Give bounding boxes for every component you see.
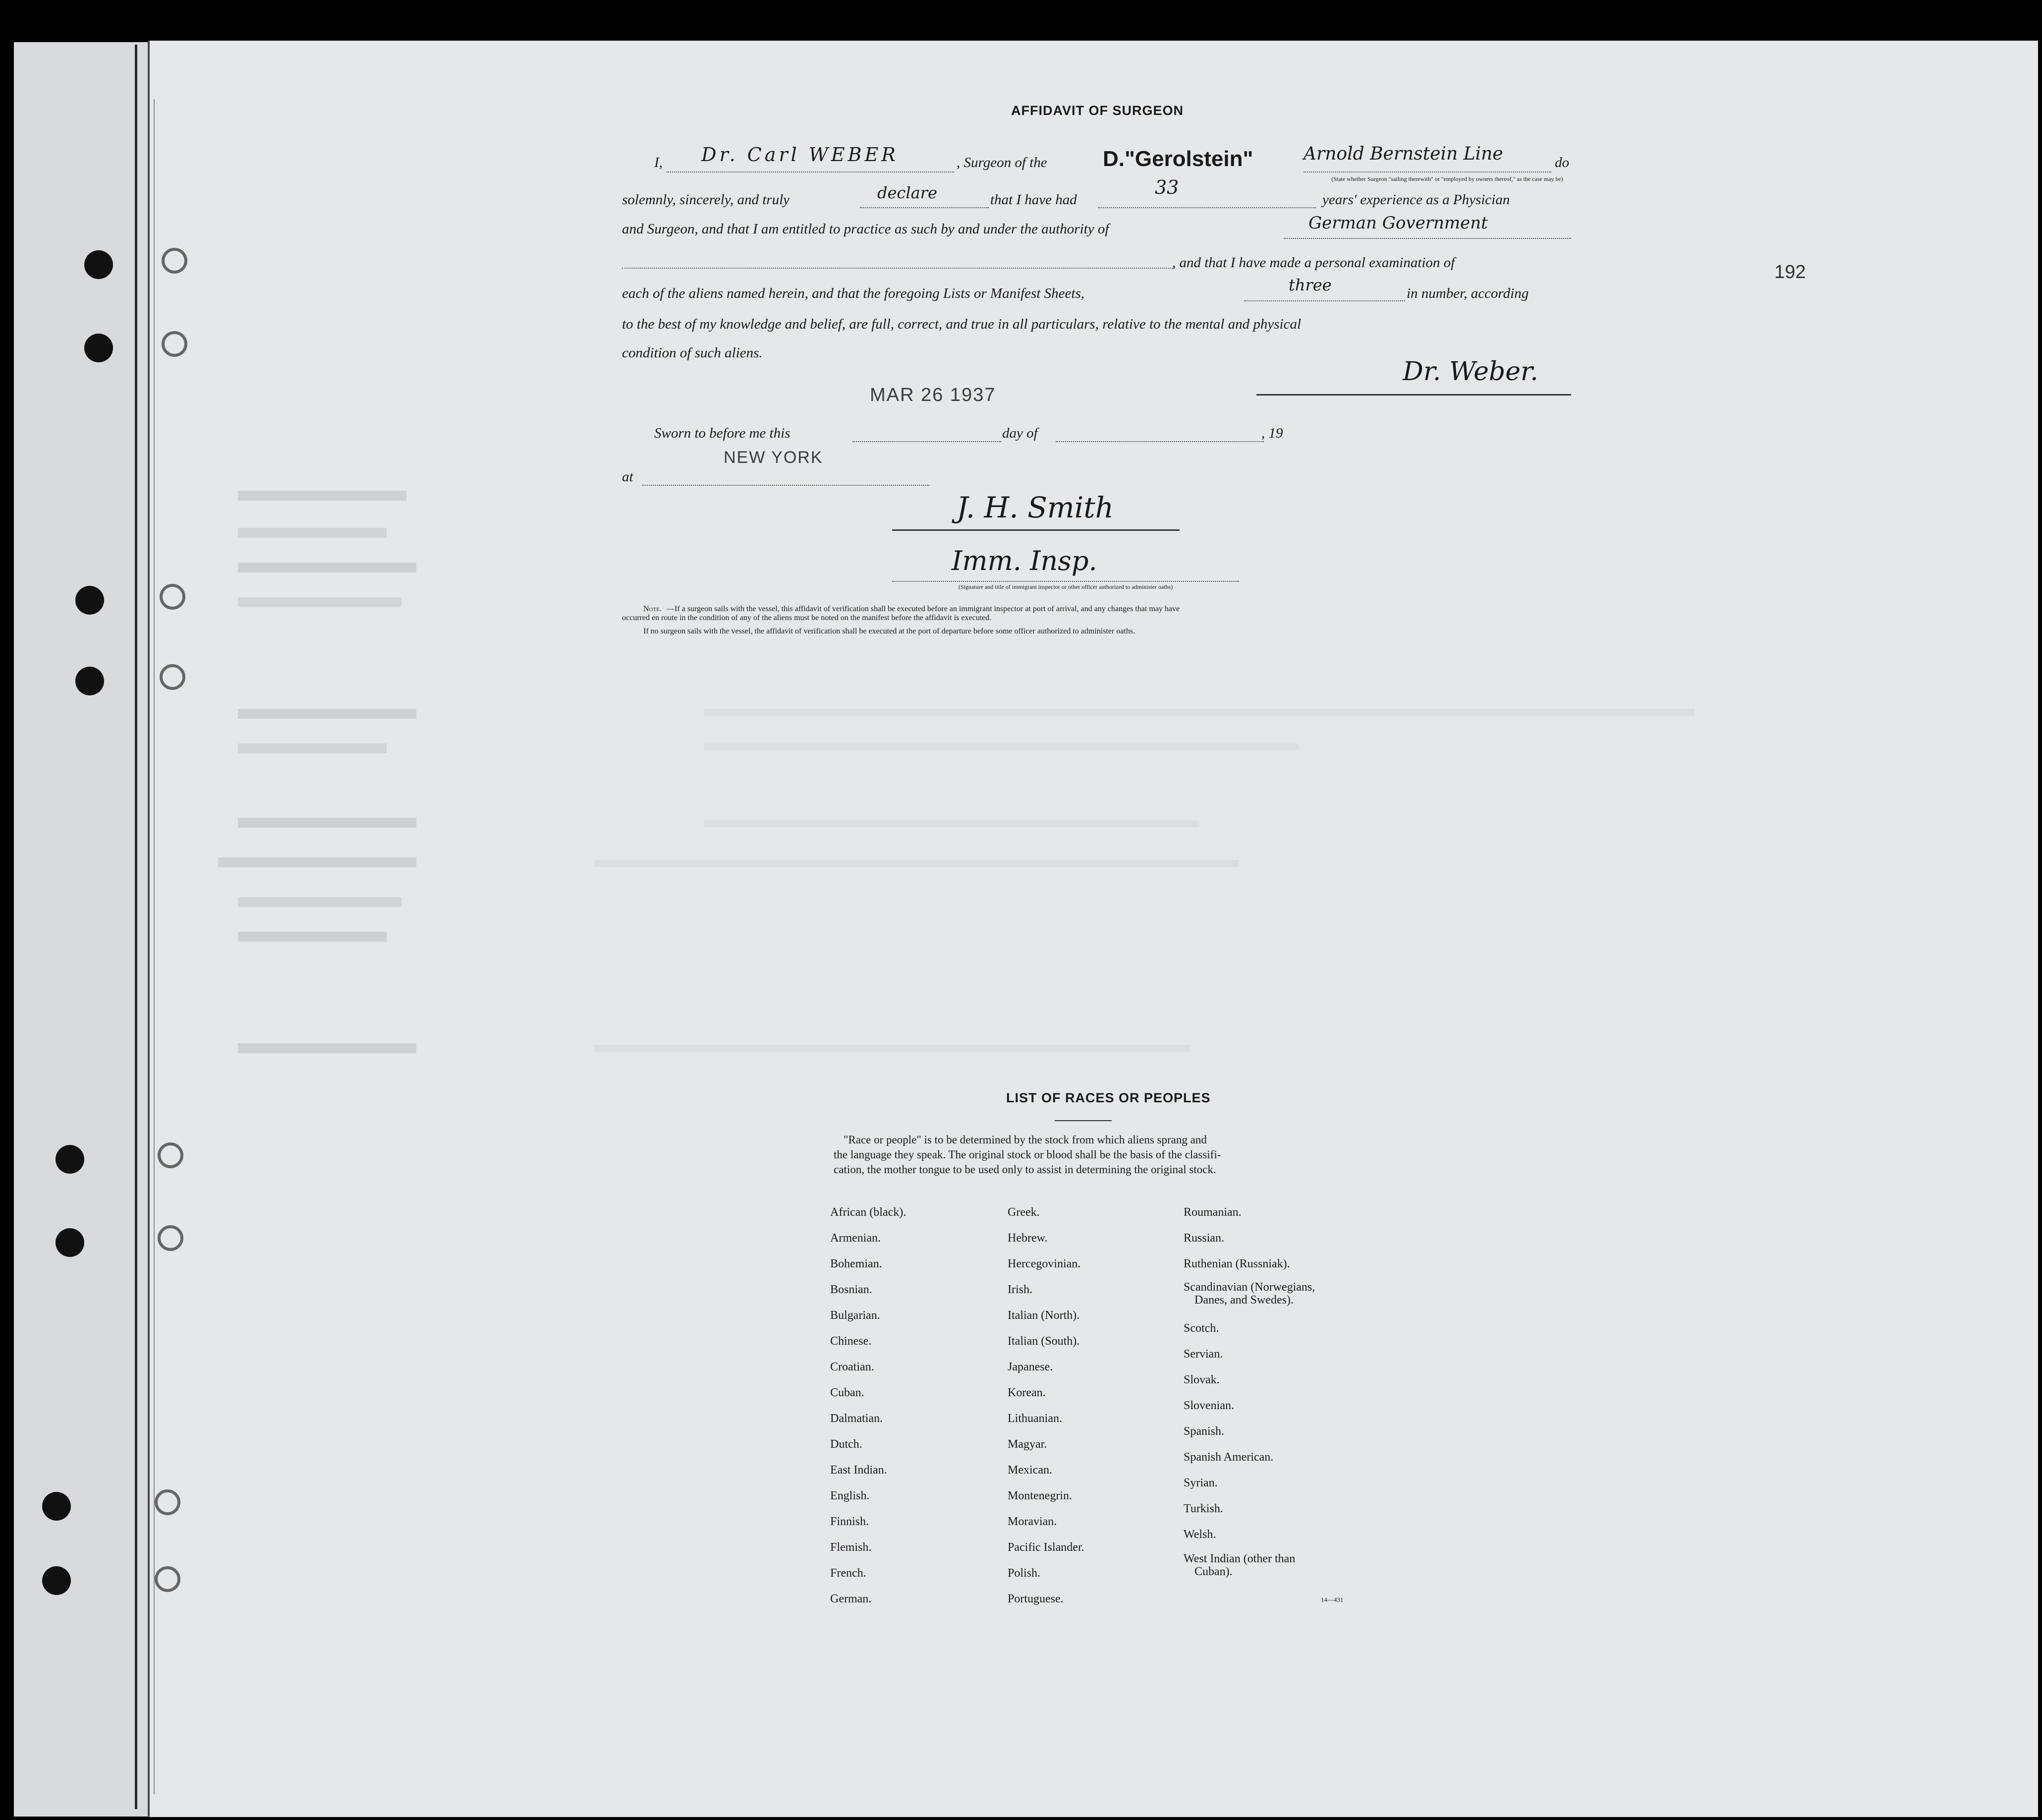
race-item: Roumanian.	[1184, 1206, 1242, 1219]
form-text-and-surgeon: and Surgeon, and that I am entitled to practice as such by and under the authority of	[622, 221, 1109, 237]
binder-ring	[155, 1489, 180, 1515]
race-item: Ruthenian (Russniak).	[1184, 1257, 1290, 1270]
races-title: LIST OF RACES OR PEOPLES	[1006, 1090, 1211, 1105]
race-item: Chinese.	[830, 1335, 872, 1348]
form-text-personal-exam: , and that I have made a personal examination of	[1172, 255, 1455, 271]
authority-value: German Government	[1308, 213, 1488, 233]
fill-line	[1304, 171, 1551, 172]
page-number: 192	[1774, 262, 1806, 283]
surgeon-name: Dr. Carl WEBER	[701, 144, 899, 166]
binder-ring	[160, 584, 185, 610]
fill-line	[892, 581, 1239, 582]
form-text-knowledge: to the best of my knowledge and belief, are full, correct, and true in all particulars, relative to the mental and physical	[622, 316, 1302, 332]
state-note: (State whether Surgeon "sailing therewith" or "employed by owners thereof," as the case may be)	[1331, 175, 1563, 182]
fill-line	[667, 171, 954, 172]
binder-ring	[158, 1142, 183, 1168]
race-item: Lithuanian.	[1008, 1412, 1062, 1425]
line-name: Arnold Bernstein Line	[1304, 144, 1503, 164]
race-item: French.	[830, 1567, 866, 1580]
race-item: Scandinavian (Norwegians,	[1184, 1281, 1315, 1294]
declare-word: declare	[877, 183, 937, 202]
race-item: East Indian.	[830, 1464, 887, 1477]
race-item: Greek.	[1008, 1206, 1040, 1219]
fill-line	[852, 441, 1001, 442]
document-page	[148, 41, 2038, 1817]
race-item: Mexican.	[1008, 1464, 1052, 1477]
form-text-in-number: in number, according	[1407, 285, 1529, 301]
form-text-experience: years' experience as a Physician	[1322, 192, 1510, 208]
race-item: Welsh.	[1184, 1528, 1216, 1541]
form-text-have-had: that I have had	[990, 192, 1077, 208]
race-item: Scotch.	[1184, 1322, 1219, 1335]
fill-line	[622, 268, 1175, 269]
binder-ring	[158, 1225, 183, 1251]
race-item: Cuban.	[830, 1386, 864, 1399]
race-item: Flemish.	[830, 1541, 872, 1554]
form-code: 14—431	[1321, 1596, 1344, 1603]
race-item: Dutch.	[830, 1438, 862, 1451]
race-item: Korean.	[1008, 1386, 1046, 1399]
years-value: 33	[1155, 176, 1179, 198]
race-item: Spanish.	[1184, 1425, 1225, 1438]
races-column-2	[1008, 1199, 1084, 1612]
race-item: Pacific Islander.	[1008, 1541, 1084, 1554]
note-label-text: Note.	[643, 605, 662, 613]
race-item: Armenian.	[830, 1232, 881, 1245]
race-item: Dalmatian.	[830, 1412, 883, 1425]
note-line-2: occurred en route in the condition of any of the aliens must be noted on the manifest before the affidavit is executed.	[622, 614, 992, 622]
race-item: Japanese.	[1008, 1361, 1053, 1373]
race-item: Slovenian.	[1184, 1399, 1234, 1412]
binder-hole	[84, 334, 113, 362]
race-item: Bosnian.	[830, 1283, 872, 1296]
fill-line	[1284, 238, 1571, 239]
race-item: Turkish.	[1184, 1502, 1223, 1515]
form-text-condition: condition of such aliens.	[622, 345, 763, 361]
form-text-each-alien: each of the aliens named herein, and that the foregoing Lists or Manifest Sheets,	[622, 285, 1084, 301]
binder-ring	[162, 331, 187, 357]
race-item: West Indian (other than	[1184, 1552, 1296, 1565]
form-text-surgeon-of: , Surgeon of the	[957, 155, 1047, 171]
race-item: Magyar.	[1008, 1438, 1047, 1451]
note-line-3: If no surgeon sails with the vessel, the affidavit of verification shall be executed at the port of departure before some officer authorized to administer oaths.	[643, 627, 1135, 635]
signature-line	[1256, 394, 1571, 396]
signature-line	[892, 529, 1180, 531]
race-item: Croatian.	[830, 1361, 874, 1373]
note-line-1: —If a surgeon sails with the vessel, this affidavit of verification shall be executed before an immigrant inspector at port of arrival, and any changes that may have	[667, 605, 1180, 613]
race-item: Bohemian.	[830, 1257, 882, 1270]
signature-caption: (Signature and title of immigrant inspector or other officer authorized to administer oaths)	[958, 583, 1173, 590]
race-item: Polish.	[1008, 1567, 1041, 1580]
race-item: English.	[830, 1489, 870, 1502]
race-item: Italian (South).	[1008, 1335, 1080, 1348]
race-item: Hercegovinian.	[1008, 1257, 1081, 1270]
race-item: German.	[830, 1592, 872, 1605]
race-item: Danes, and Swedes).	[1194, 1294, 1294, 1307]
races-column-1	[830, 1199, 906, 1612]
surgeon-signature: Dr. Weber.	[1403, 357, 1538, 387]
race-item: Irish.	[1008, 1283, 1032, 1296]
binding-edge	[135, 45, 137, 1809]
race-item: Finnish.	[830, 1515, 869, 1528]
race-item: Slovak.	[1184, 1373, 1220, 1386]
fill-line	[1098, 207, 1316, 208]
form-text-at: at	[622, 469, 633, 485]
binder-hole	[56, 1228, 84, 1257]
race-item: Montenegrin.	[1008, 1489, 1072, 1502]
binder-hole	[56, 1145, 84, 1174]
race-item: Russian.	[1184, 1232, 1225, 1245]
date-stamp: MAR 26 1937	[870, 385, 996, 405]
form-text-solemnly: solemnly, sincerely, and truly	[622, 192, 790, 208]
binder-hole	[42, 1566, 71, 1595]
race-item: Syrian.	[1184, 1477, 1218, 1489]
form-text-i: I,	[654, 155, 663, 171]
form-text-nineteen: , 19	[1261, 425, 1283, 441]
form-text-sworn: Sworn to before me this	[654, 425, 791, 441]
vessel-name: D."Gerolstein"	[1103, 147, 1253, 171]
place-stamp: NEW YORK	[724, 448, 823, 467]
races-column-3	[1184, 1199, 1315, 1578]
binder-ring	[155, 1566, 180, 1592]
race-item: Cuban).	[1194, 1565, 1233, 1578]
race-item: Moravian.	[1008, 1515, 1057, 1528]
fill-line	[642, 485, 929, 486]
race-item: Spanish American.	[1184, 1451, 1274, 1464]
form-text-do: do	[1555, 155, 1569, 171]
fill-line	[1244, 300, 1405, 301]
race-item: Servian.	[1184, 1348, 1223, 1361]
races-intro-3: cation, the mother tongue to be used only to assist in determining the original stock.	[834, 1163, 1216, 1176]
fill-line	[1056, 441, 1264, 442]
inspector-signature: J. H. Smith	[957, 491, 1114, 524]
binder-hole	[75, 586, 104, 615]
race-item: African (black).	[830, 1206, 907, 1219]
binder-hole	[75, 667, 104, 695]
margin-rule	[154, 99, 155, 1794]
title-underline	[1055, 1120, 1112, 1121]
binder-ring	[162, 248, 187, 274]
affidavit-title: AFFIDAVIT OF SURGEON	[1011, 103, 1184, 118]
inspector-title: Imm. Insp.	[952, 545, 1097, 576]
race-item: Portuguese.	[1008, 1592, 1064, 1605]
sheets-value: three	[1289, 276, 1332, 294]
fill-line	[860, 207, 989, 208]
race-item: Bulgarian.	[830, 1309, 880, 1322]
form-text-day-of: day of	[1002, 425, 1038, 441]
race-item: Hebrew.	[1008, 1232, 1048, 1245]
race-item: Italian (North).	[1008, 1309, 1080, 1322]
races-intro-1: "Race or people" is to be determined by the stock from which aliens sprang and	[844, 1134, 1207, 1146]
binder-hole	[84, 250, 113, 279]
races-intro-2: the language they speak. The original stock or blood shall be the basis of the classifi-	[834, 1148, 1221, 1161]
note-label	[643, 605, 662, 613]
binder-ring	[160, 664, 185, 690]
binder-hole	[42, 1492, 71, 1521]
